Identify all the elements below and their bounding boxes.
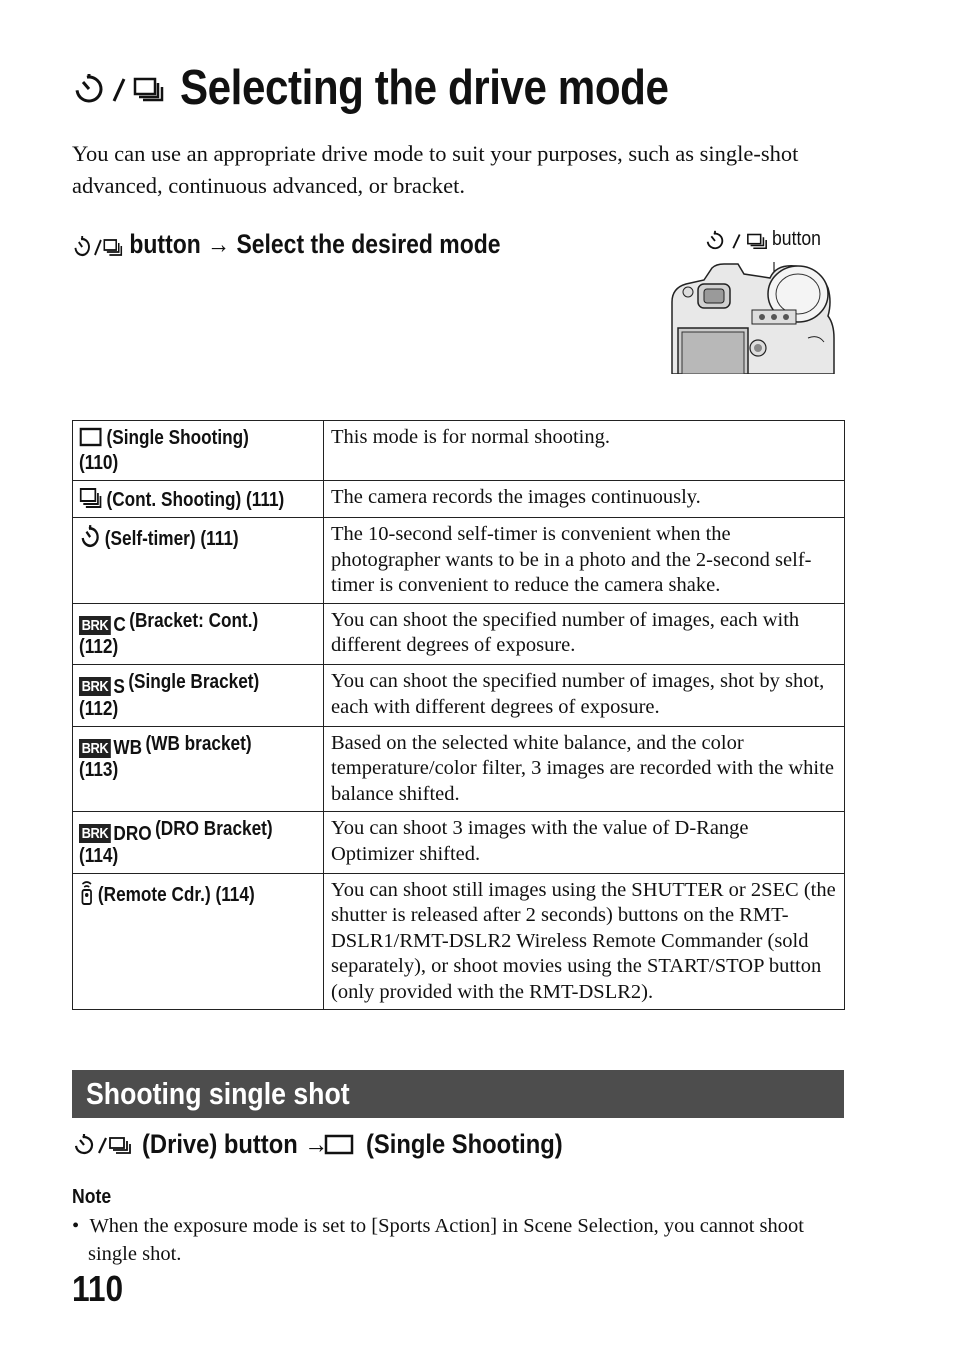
mode-description: The camera records the images continuously.	[324, 481, 845, 518]
continuous-shooting-icon	[103, 234, 123, 258]
drive-mode-icons	[72, 71, 166, 105]
camera-callout-label: button	[772, 228, 821, 250]
mode-label: (Self-timer) (111)	[104, 528, 239, 550]
slash-icon	[110, 71, 128, 105]
remote-commander-icon	[79, 879, 94, 905]
step-single-shot	[72, 1124, 589, 1164]
mode-description: Based on the selected white balance, and the color temperature/color filter, 3 images are recorded with the white balance shifted.	[324, 726, 845, 812]
mode-label: (Single Shooting) (110)	[79, 427, 249, 474]
self-timer-icon	[72, 71, 106, 105]
step1-rest-text: Select the desired mode	[236, 229, 501, 259]
mode-label: (DRO Bracket) (114)	[79, 818, 273, 867]
mode-name-cell	[73, 812, 324, 874]
continuous-shooting-icon	[746, 229, 768, 251]
note-heading: Note	[72, 1186, 112, 1208]
slash-icon	[92, 234, 102, 258]
mode-name-cell	[73, 421, 324, 481]
arrow-icon: →	[304, 1128, 329, 1159]
table-row	[73, 481, 845, 518]
mode-label: (WB bracket) (113)	[79, 732, 252, 781]
bracket-single-icon: BRK S	[79, 677, 125, 697]
mode-description: You can shoot the specified number of images, shot by shot, each with different degrees of exposure.	[324, 665, 845, 727]
single-shot-icon	[79, 426, 103, 448]
mode-label: (Single Bracket) (112)	[79, 671, 260, 720]
step-select-mode	[72, 226, 542, 262]
mode-name-cell	[73, 603, 324, 665]
self-timer-icon	[72, 234, 92, 258]
mode-name-cell	[73, 665, 324, 727]
continuous-shooting-icon	[132, 71, 166, 105]
table-row	[73, 665, 845, 727]
slash-icon	[96, 1132, 108, 1156]
arrow-icon: →	[207, 229, 231, 259]
section-heading-bar	[72, 1070, 844, 1118]
mode-description: You can shoot 3 images with the value of D-Range Optimizer shifted.	[324, 812, 845, 874]
self-timer-icon	[79, 523, 101, 549]
bracket-cont-icon: BRK C	[79, 615, 126, 635]
step2-target: (Single Shooting)	[365, 1128, 563, 1159]
camera-illustration	[668, 258, 838, 374]
self-timer-icon	[72, 1132, 96, 1156]
mode-description: You can shoot still images using the SHUTTER or 2SEC (the shutter is released after 2 seconds) buttons on the RMT-DSLR1/RMT-DSLR2 Wireless Remote Commander (sold separately), or shoot movies using the START/STOP button (only provided with the RMT-DSLR2).	[324, 873, 845, 1010]
bracket-wb-icon: BRK WB	[79, 738, 142, 758]
mode-name-cell	[73, 873, 324, 1010]
mode-label: (Remote Cdr.) (114)	[97, 883, 255, 906]
intro-paragraph: You can use an appropriate drive mode to suit your purposes, such as single-shot advanced, continuous advanced, or bracket.	[72, 141, 799, 198]
mode-label: (Bracket: Cont.) (112)	[79, 609, 259, 658]
step2-drive-button: (Drive) button	[142, 1128, 298, 1159]
table-row	[73, 518, 845, 604]
camera-callout	[704, 228, 828, 251]
table-row	[73, 421, 845, 481]
drive-mode-table	[72, 420, 845, 1010]
bracket-dro-icon: BRK DRO	[79, 824, 152, 844]
page-number: 110	[72, 1268, 124, 1309]
table-row	[73, 726, 845, 812]
single-shot-icon	[324, 1132, 356, 1156]
mode-description: The 10-second self-timer is convenient when the photographer wants to be in a photo and the 2-second self-timer is convenient to reduce the camera shake.	[324, 518, 845, 604]
step1-button-text: button	[129, 229, 201, 259]
continuous-shooting-icon	[79, 486, 103, 510]
mode-label: (Cont. Shooting) (111)	[106, 489, 285, 511]
mode-name-cell	[73, 481, 324, 518]
table-row	[73, 873, 845, 1010]
slash-icon	[730, 229, 742, 251]
mode-description: You can shoot the specified number of images, each with different degrees of exposure.	[324, 603, 845, 665]
table-row	[73, 812, 845, 874]
section-title: Shooting single shot	[86, 1076, 350, 1111]
note-item: • When the exposure mode is set to [Sports Action] in Scene Selection, you cannot shoot single shot.	[72, 1215, 804, 1265]
page-title: Selecting the drive mode	[180, 61, 669, 115]
table-row	[73, 603, 845, 665]
self-timer-icon	[704, 229, 726, 251]
mode-description: This mode is for normal shooting.	[324, 421, 845, 481]
page-title-row	[72, 58, 748, 118]
mode-name-cell	[73, 726, 324, 812]
mode-name-cell	[73, 518, 324, 604]
continuous-shooting-icon	[108, 1132, 132, 1156]
